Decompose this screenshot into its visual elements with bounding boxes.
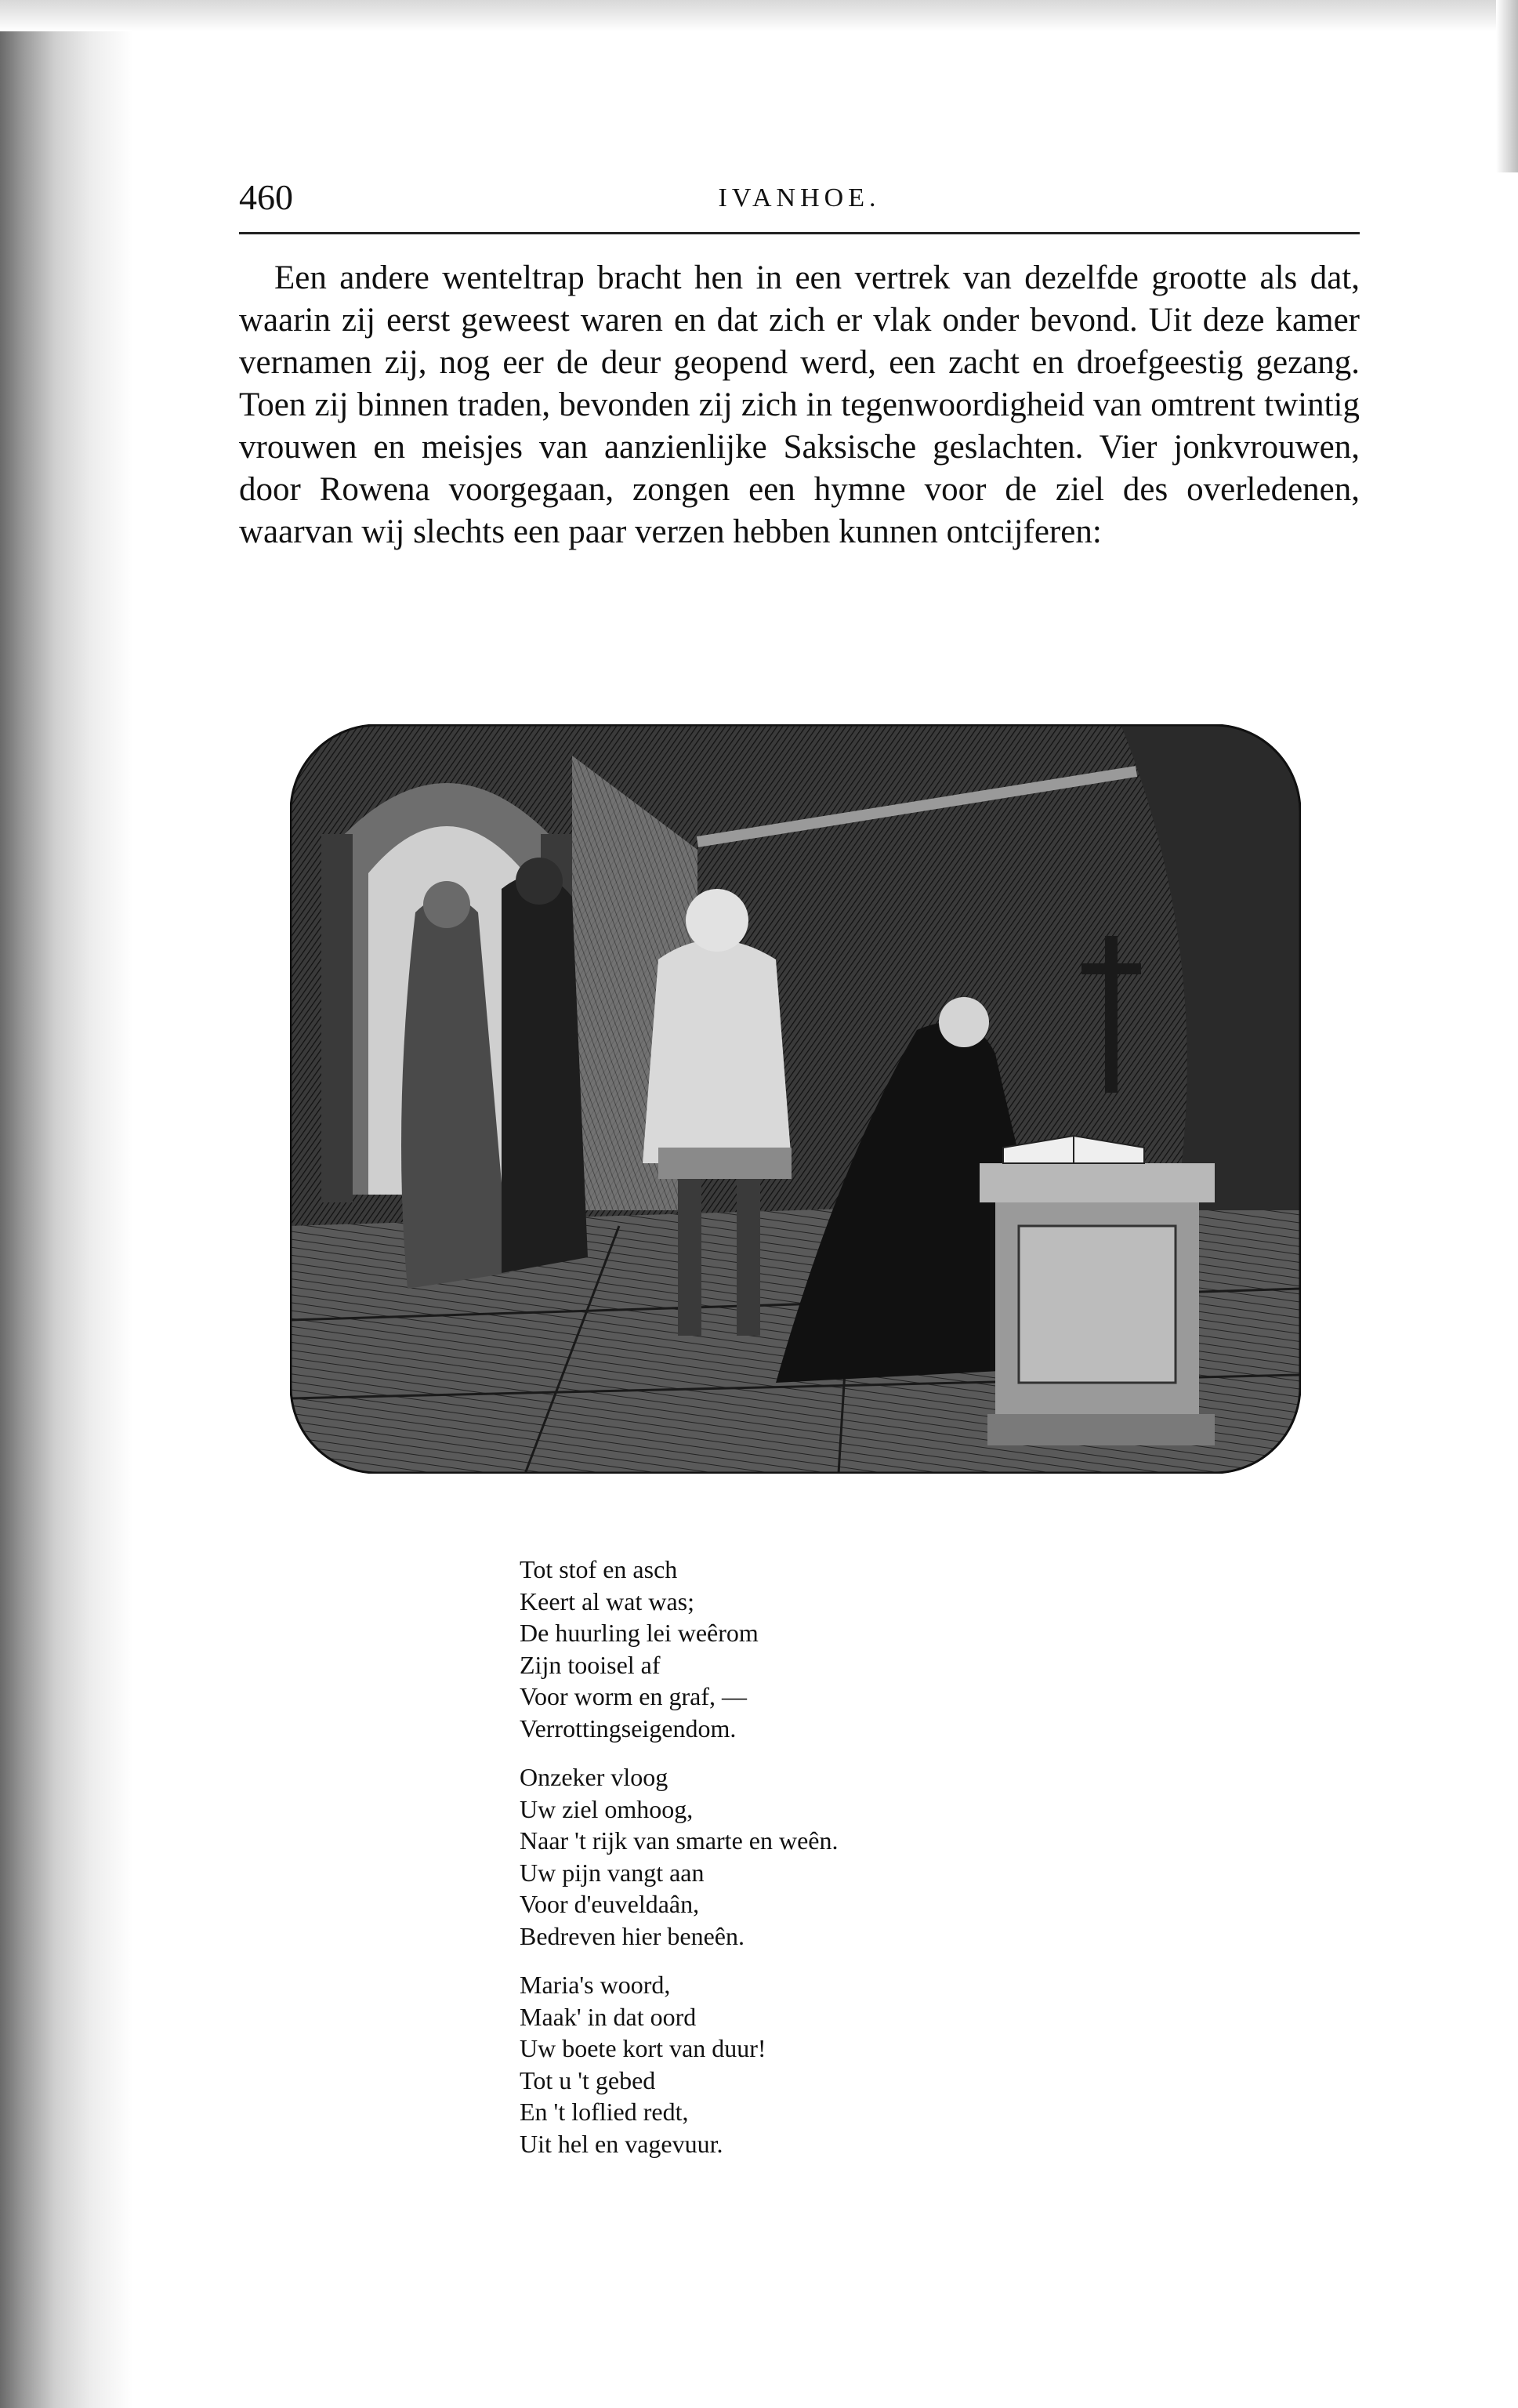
body-paragraph-text: Een andere wenteltrap bracht hen in een vertrek van dezelfde grootte als dat, waarin zij eerst geweest waren en dat zich er vlak onder bevond. Uit deze kamer vernamen zij, nog eer de deur geopend werd, een zacht en droefgeestig gezang. Toen zij binnen traden, bevonden zij zich in tegenwoordigheid van omtrent twintig vrouwen en meisjes van aanzienlijke Saksische geslachten. Vier jonkvrouwen, door Rowena voorgegaan, zongen een hymne voor de ziel des overledenen, waarvan wij slechts een paar verzen hebben kunnen ontcijferen: [239, 259, 1360, 550]
poem-line: Tot u 't gebed [520, 2065, 656, 2094]
poem-line: Onzeker vloog [520, 1763, 668, 1791]
scan-shadow-right [1496, 0, 1518, 172]
body-paragraph [239, 257, 1360, 553]
poem-line: Maak' in dat oord [520, 2002, 697, 2031]
poem-line: Uw boete kort van duur! [520, 2034, 766, 2062]
poem-line: Voor worm en graf, — [520, 1682, 748, 1710]
scan-shadow-left [0, 0, 133, 2408]
poem [520, 1554, 1225, 2177]
poem-line: Keert al wat was; [520, 1587, 695, 1616]
poem-line: Uit hel en vagevuur. [520, 2129, 723, 2158]
running-head: IVANHOE. [718, 183, 881, 212]
poem-line: Zijn tooisel af [520, 1650, 661, 1679]
poem-stanza [520, 1761, 1225, 1952]
engraving-illustration [290, 724, 1301, 1474]
poem-line: Voor d'euveldaân, [520, 1890, 700, 1918]
poem-line: Naar 't rijk van smarte en weên. [520, 1826, 839, 1855]
illustration-scene [290, 724, 1301, 1474]
poem-line: Maria's woord, [520, 1971, 671, 1999]
poem-stanza [520, 1554, 1225, 1744]
poem-line: Verrottingseigendom. [520, 1714, 737, 1743]
poem-line: Tot stof en asch [520, 1555, 678, 1583]
poem-line: Uw pijn vangt aan [520, 1858, 705, 1887]
poem-line: De huurling lei weêrom [520, 1619, 759, 1647]
page-number: 460 [239, 177, 293, 217]
poem-stanza [520, 1969, 1225, 2160]
poem-line: En 't loflied redt, [520, 2098, 689, 2126]
scan-shadow-top [0, 0, 1518, 31]
header-rule [239, 232, 1360, 234]
poem-line: Uw ziel omhoog, [520, 1794, 694, 1823]
poem-line: Bedreven hier beneên. [520, 1921, 745, 1950]
page-header [239, 174, 1360, 229]
